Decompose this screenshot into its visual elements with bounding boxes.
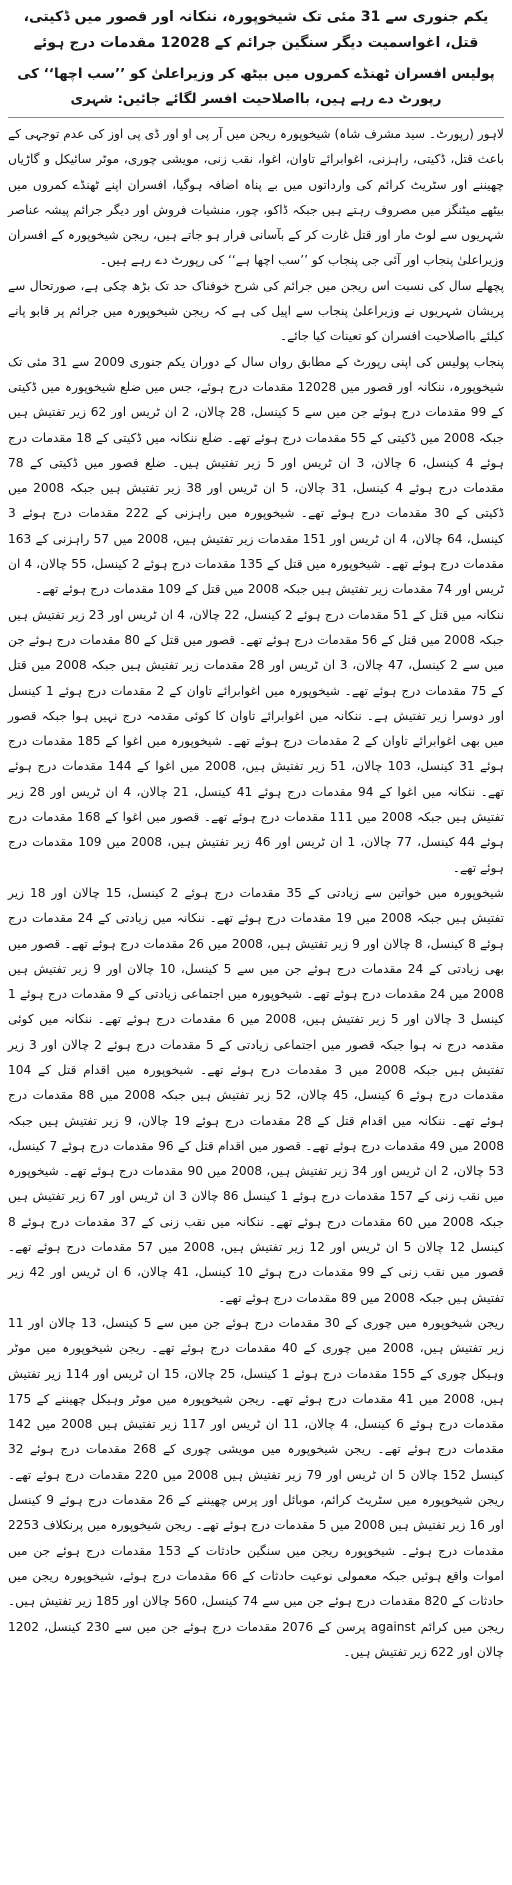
article-paragraph: ریجن شیخوپورہ میں چوری کے 30 مقدمات درج ہوئے جن میں سے 5 کینسل، 13 چالان اور 11 زیر تفتیش ہیں، 2008 میں چوری کے 40 مقدمات درج ہوئے تھے۔ ریجن شیخوپورہ میں موٹر وہیکل چوری کے 155 مقدمات درج ہوئے 1 کینسل، 25 چالان، 15 ان ٹریس اور 114 زیر تفتیش ہیں، 2008 میں 41 مقدمات درج ہوئے تھے۔ ریجن شیخوپورہ میں موٹر وہیکل چھیننے کے 175 مقدمات درج ہوئے 6 کینسل، 4 چالان، 11 ان ٹریس اور 117 زیر تفتیش ہیں 2008 میں 142 مقدمات درج ہوئے تھے۔ ریجن شیخوپورہ میں مویشی چوری کے 268 مقدمات درج ہوئے 32 کینسل 152 چالان 5 ان ٹریس اور 79 زیر تفتیش ہیں 2008 میں 220 مقدمات درج ہوئے تھے۔ ریجن شیخوپورہ میں سٹریٹ کرائم، موبائل اور پرس چھیننے کے 26 مقدمات درج ہوئے 9 کینسل اور 16 زیر تفتیش ہیں 2008 میں 5 مقدمات درج ہوئے تھے۔ ریجن شیخوپورہ میں پرنکلاف 2253 مقدمات درج ہوئے۔ شیخوپورہ ریجن میں سنگین حادثات کے 153 مقدمات درج ہوئے جن میں اموات واقع ہوئیں جبکہ معمولی نوعیت حادثات کے 66 مقدمات درج ہوئے، شیخوپورہ ریجن میں حادثات کے 820 مقدمات درج ہوئے جن میں سے 74 کینسل، 560 چالان اور 185 زیر تفتیش ہیں۔ ریجن میں کرائم against پرسن کے 2076 مقدمات درج ہوئے جن میں سے 230 کینسل، 1202 چالان اور 622 زیر تفتیش ہیں۔: [8, 1315, 505, 1659]
article-body: [8, 122, 504, 1665]
article-headline: یکم جنوری سے 31 مئی تک شیخوپورہ، ننکانہ اور قصور میں ڈکیتی، قتل، اغواسمیت دیگر سنگین جرائم کے 12028 مقدمات درج ہوئے: [23, 9, 489, 51]
article-paragraph: پنجاب پولیس کی اپنی رپورٹ کے مطابق رواں سال کے دوران یکم جنوری 2009 سے 31 مئی تک شیخوپورہ، ننکانہ اور قصور میں 12028 مقدمات درج ہوئے، جس میں ضلع شیخوپورہ میں ڈکیتی کے 99 مقدمات درج ہوئے جن میں سے 5 کینسل، 28 چالان، 2 ان ٹریس اور 62 زیر تفتیش ہیں جبکہ 2008 میں ڈکیتی کے 55 مقدمات درج ہوئے تھے۔ ضلع ننکانہ میں ڈکیتی کے 18 مقدمات درج ہوئے 4 کینسل، 6 چالان، 3 ان ٹریس اور 5 زیر تفتیش ہیں۔ ضلع قصور میں ڈکیتی کے 78 مقدمات درج ہوئے 4 کینسل، 31 چالان، 5 ان ٹریس اور 38 زیر تفتیش ہیں جبکہ 2008 میں ڈکیتی کے 30 مقدمات درج ہوئے تھے۔ شیخوپورہ میں راہزنی کے 222 مقدمات درج ہوئے 3 کینسل، 64 چالان، 4 ان ٹریس اور 151 مقدمات زیر تفتیش ہیں، 2008 میں 57 راہزنی کے 163 مقدمات درج ہوئے تھے۔ شیخوپورہ میں قتل کے 135 مقدمات درج ہوئے 2 کینسل، 55 چالان، 4 ان ٹریس اور 74 مقدمات زیر تفتیش ہیں جبکہ 2008 میں قتل کے 109 مقدمات درج ہوئے تھے۔: [8, 354, 505, 597]
article-paragraph: ننکانہ میں قتل کے 51 مقدمات درج ہوئے 2 کینسل، 22 چالان، 4 ان ٹریس اور 23 زیر تفتیش ہیں جبکہ 2008 میں قتل کے 56 مقدمات درج ہوئے تھے۔ قصور میں قتل کے 80 مقدمات درج ہوئے جن میں سے 2 کینسل، 47 چالان، 3 ان ٹریس اور 28 مقدمات زیر تفتیش ہیں جبکہ 2008 میں قتل کے 75 مقدمات درج ہوئے تھے۔ شیخوپورہ میں اغوابرائے تاوان کے 2 مقدمات درج ہوئے 1 کینسل اور دوسرا زیر تفتیش ہے۔ ننکانہ میں اغوابرائے تاوان کا کوئی مقدمہ درج نہیں ہوا جبکہ قصور میں بھی اغوابرائے تاوان کے 2 مقدمات درج ہوئے تھے۔ شیخوپورہ میں اغوا کے 185 مقدمات درج ہوئے 31 کینسل، 103 چالان، 51 زیر تفتیش ہیں، 2008 میں اغوا کے 144 مقدمات درج ہوئے تھے۔ ننکانہ میں اغوا کے 94 مقدمات درج ہوئے 41 کینسل، 21 چالان، 4 ان ٹریس اور 28 زیر تفتیش ہیں جبکہ 2008 میں 111 مقدمات درج ہوئے تھے۔ قصور میں اغوا کے 168 مقدمات درج ہوئے 44 کینسل، 77 چالان، 1 ان ٹریس اور 46 زیر تفتیش ہیں، 2008 میں 109 مقدمات درج ہوئے تھے۔: [8, 607, 505, 875]
article-paragraph: لاہور (رپورٹ۔ سید مشرف شاہ) شیخوپورہ ریجن میں آر پی او اور ڈی پی اوز کی عدم توجہی کے باعث قتل، ڈکیتی، راہزنی، اغوابرائے تاوان، اغوا، نقب زنی، مویشی چوری، موٹر سائیکل و گاڑیاں چھیننے اور سٹریٹ کرائم کی وارداتوں میں بے پناہ اضافہ ہوگیا، افسران اپنے ٹھنڈے کمروں میں بیٹھے میٹنگز میں مصروف رہتے ہیں جبکہ ڈاکو، چور، منشیات فروش اور دیگر جرائم پیشہ عناصر شہریوں سے لوٹ مار اور قتل غارت کر کے بآسانی فرار ہو جاتے ہیں، ریجن شیخوپورہ کے افسران وزیراعلیٰ پنجاب اور آئی جی پنجاب کو ’’سب اچھا ہے‘‘ کی رپورٹ دے رہے ہیں۔: [8, 127, 504, 268]
article-subheadline: پولیس افسران ٹھنڈے کمروں میں بیٹھ کر وزیراعلیٰ کو ’’سب اچھا‘‘ کی رپورٹ دے رہے ہیں، بااصلاحیت افسر لگائے جائیں: شہری: [17, 66, 495, 107]
article-paragraph: پچھلے سال کی نسبت اس ریجن میں جرائم کی شرح خوفناک حد تک بڑھ چکی ہے، صورتحال سے پریشان شہریوں نے وزیراعلیٰ پنجاب سے اپیل کی ہے کہ ریجن شیخوپورہ میں جرائم پر قابو پانے کیلئے بااصلاحیت افسران کو تعینات کیا جائے۔: [8, 278, 504, 344]
headline-divider: [8, 117, 504, 118]
article-paragraph: شیخوپورہ میں خواتین سے زیادتی کے 35 مقدمات درج ہوئے 2 کینسل، 15 چالان اور 18 زیر تفتیش ہیں جبکہ 2008 میں 19 مقدمات درج ہوئے تھے۔ ننکانہ میں زیادتی کے 24 مقدمات درج ہوئے 8 کینسل، 8 چالان اور 9 زیر تفتیش ہیں، 2008 میں 26 مقدمات درج ہوئے تھے۔ قصور میں بھی زیادتی کے 24 مقدمات درج ہوئے جن میں سے 5 کینسل، 10 چالان اور 9 زیر تفتیش ہیں 2008 میں 24 مقدمات درج ہوئے تھے۔ شیخوپورہ میں اجتماعی زیادتی کے 9 مقدمات درج ہوئے 1 کینسل 3 چالان اور 5 زیر تفتیش ہیں، 2008 میں 6 مقدمات درج ہوئے تھے۔ ننکانہ میں کوئی مقدمہ درج نہ ہوا جبکہ قصور میں اجتماعی زیادتی کے 5 مقدمات درج ہوئے 2 چالان اور 3 زیر تفتیش ہیں جبکہ 2008 میں 3 مقدمات درج ہوئے تھے۔ شیخوپورہ میں اقدام قتل کے 104 مقدمات درج ہوئے 6 کینسل، 45 چالان، 52 زیر تفتیش ہیں جبکہ 2008 میں 88 مقدمات درج ہوئے تھے۔ ننکانہ میں اقدام قتل کے 28 مقدمات درج ہوئے 19 چالان، 9 زیر تفتیش ہیں جبکہ 2008 میں 49 مقدمات درج ہوئے تھے۔ قصور میں اقدام قتل کے 96 مقدمات درج ہوئے 7 کینسل، 53 چالان، 2 ان ٹریس اور 34 زیر تفتیش ہیں، 2008 میں 90 مقدمات درج ہوئے تھے۔ شیخوپورہ میں نقب زنی کے 157 مقدمات درج ہوئے 1 کینسل 86 چالان 3 ان ٹریس اور 67 زیر تفتیش ہیں جبکہ 2008 میں 60 مقدمات درج ہوئے تھے۔ ننکانہ میں نقب زنی کے 37 مقدمات درج ہوئے 8 کینسل 12 چالان 5 ان ٹریس اور 12 زیر تفتیش ہیں، 2008 میں 57 مقدمات درج ہوئے تھے۔ قصور میں نقب زنی کے 99 مقدمات درج ہوئے 10 کینسل، 41 چالان، 6 ان ٹریس اور 42 زیر تفتیش ہیں جبکہ 2008 میں 89 مقدمات درج ہوئے تھے۔: [8, 885, 505, 1305]
